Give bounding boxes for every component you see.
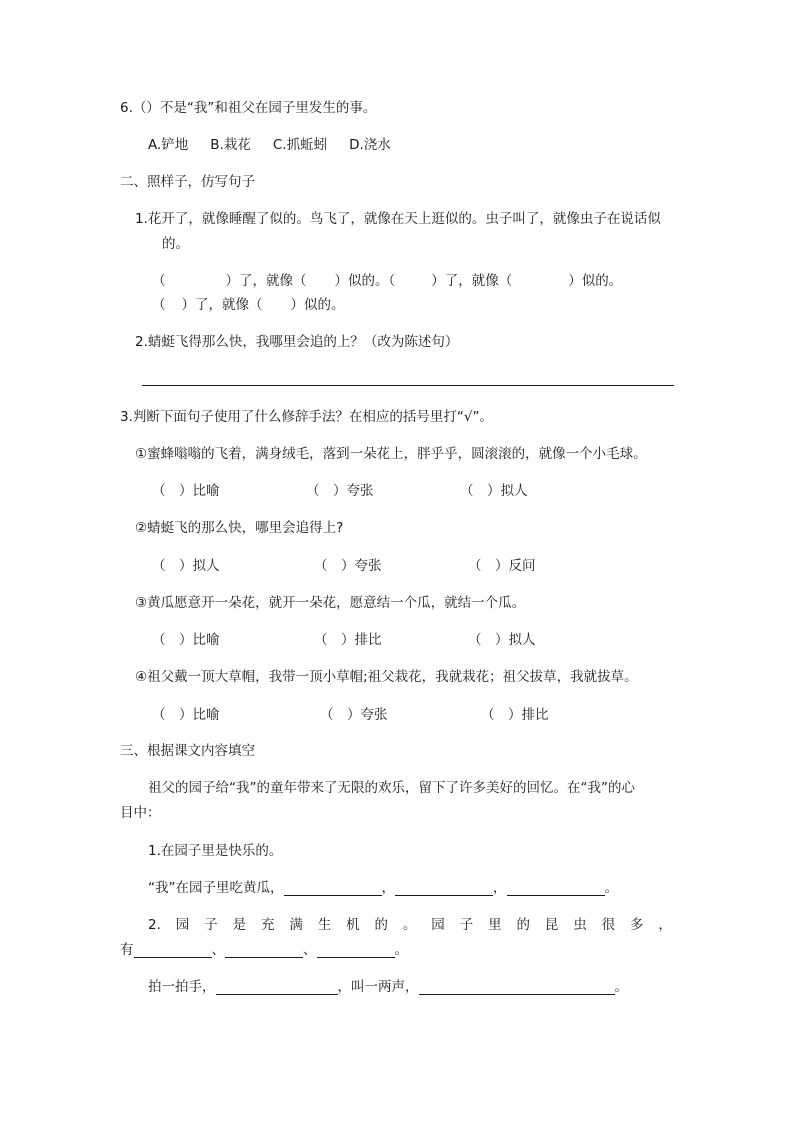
s3q2-blank-1[interactable] [134,943,212,958]
s3q2-char: 机 [346,917,360,933]
s3q3-blank-1[interactable] [216,980,338,995]
enum-comma: 、 [211,942,225,958]
fill-text: ）似的。 [568,273,623,289]
s2q3-choice-3a[interactable]: （ ）比喻 [152,632,220,648]
q6-option-c[interactable]: C.抓蚯蚓 [272,137,328,153]
q6-option-a[interactable]: A.铲地 [148,137,189,153]
s3q2-char: 园 [431,917,445,933]
s3q2-char: 的 [374,917,389,933]
s3q2-fill [120,940,408,960]
s3q2-prefix: 有 [120,942,134,958]
q6-options [148,135,391,155]
s2q3-choice-3b[interactable]: （ ）排比 [314,632,382,648]
s3-intro-line1: 祖父的园子给“我”的童年带来了无限的欢乐，留下了许多美好的回忆。在“我”的心 [148,780,635,796]
s2q1-fill-row1 [152,271,622,291]
section2-heading: 二、照样子，仿写句子 [120,174,255,190]
fill-text: ）似的。（ [334,273,396,289]
s2q3-choice-1a[interactable]: （ ）比喻 [152,483,220,499]
s3q3-blank-2[interactable] [419,980,615,995]
fill-text: ）了，就像（ [431,273,513,289]
s3q2-char: 生 [317,917,332,933]
s2q1-line2: 的。 [162,236,189,252]
s3q1-blank-1[interactable] [284,881,382,896]
s3q3-part1: 拍一拍手， [148,979,216,995]
s3q2-char: 昆 [544,917,559,933]
s2q3-choice-2c[interactable]: （ ）反问 [468,558,536,574]
fill-text: ）了，就像（ [225,273,307,289]
s3q2-char: 充 [260,917,275,933]
s2q1-fill-row2 [152,295,345,315]
section3-heading: 三、根据课文内容填空 [120,743,255,759]
s3q2-char: 是 [232,917,247,933]
s3q2-char: 。 [402,917,417,933]
s3q3-part2: ，叫一两声， [337,979,419,995]
q6-option-b[interactable]: B.栽花 [210,137,251,153]
s2q3-choice-4c[interactable]: （ ）排比 [481,707,549,723]
s2q3-choice-1b[interactable]: （ ）夸张 [306,483,374,499]
period: 。 [614,979,628,995]
s2q3-sentence-2: ②蜻蜓飞的那么快，哪里会追得上? [135,520,344,536]
s3q2-blank-2[interactable] [225,943,303,958]
period: 。 [394,942,408,958]
s2q3-choice-4a[interactable]: （ ）比喻 [152,707,220,723]
s3q2-char: 园 [175,917,190,933]
s3q2-char: ， [658,917,672,933]
s3-intro-line2: 目中： [120,805,161,821]
s2q2-answer-line[interactable] [142,385,674,386]
s3q3-fill [148,977,628,997]
s3q2-char: 2. [148,917,161,933]
q6-stem: 6.（）不是“我”和祖父在园子里发生的事。 [120,100,377,116]
s2q3-text: 3.判断下面句子使用了什么修辞手法？在相应的括号里打“√”。 [120,409,493,425]
s3q2-char: 满 [289,917,303,933]
bracket-open: （ [152,297,166,313]
s2q3-choice-1c[interactable]: （ ）拟人 [460,483,528,499]
s2q3-sentence-1: ①蜜蜂嗡嗡的飞着，满身绒毛，落到一朵花上，胖乎乎，圆滚滚的，就像一个小毛球。 [135,446,647,462]
s2q3-sentence-4: ④祖父戴一顶大草帽，我带一顶小草帽;祖父栽花，我就栽花；祖父拔草，我就拔草。 [135,669,638,685]
s3q2-char: 子 [204,917,218,933]
s3q2-char: 多 [630,917,644,933]
s3q2-blank-3[interactable] [317,943,395,958]
s2q3-sentence-3: ③黄瓜愿意开一朵花，就开一朵花，愿意结一个瓜，就结一个瓜。 [135,595,526,611]
s2q3-choice-3c[interactable]: （ ）拟人 [468,632,536,648]
s3q1-title: 1.在园子里是快乐的。 [148,843,283,859]
s2q1-line1: 1.花开了，就像睡醒了似的。鸟飞了，就像在天上逛似的。虫子叫了，就像虫子在说话似 [135,211,661,227]
s3q2-line [148,915,672,935]
comma: ， [381,880,395,896]
s3q1-blank-3[interactable] [507,881,605,896]
s3q2-char: 的 [516,917,530,933]
s2q3-choice-2b[interactable]: （ ）夸张 [314,558,382,574]
comma: ， [493,880,507,896]
s2q2-text: 2.蜻蜓飞得那么快，我哪里会追的上？（改为陈述句） [135,334,459,350]
s2q3-choice-2a[interactable]: （ ）拟人 [152,558,220,574]
fill-text: ）了，就像（ [181,297,263,313]
bracket-open: （ [152,273,166,289]
s3q2-char: 虫 [573,917,587,933]
s2q3-choice-4b[interactable]: （ ）夸张 [320,707,388,723]
enum-comma: 、 [303,942,317,958]
period: 。 [604,880,618,896]
s3q1-fill [148,878,618,898]
s3q2-char: 里 [488,917,502,933]
q6-option-d[interactable]: D.浇水 [349,137,391,153]
s3q2-char: 很 [601,917,616,933]
s3q1-blank-2[interactable] [395,881,493,896]
s3q2-char: 子 [459,917,474,933]
s3q1-prefix: “我”在园子里吃黄瓜， [148,880,284,896]
fill-text: ）似的。 [290,297,345,313]
